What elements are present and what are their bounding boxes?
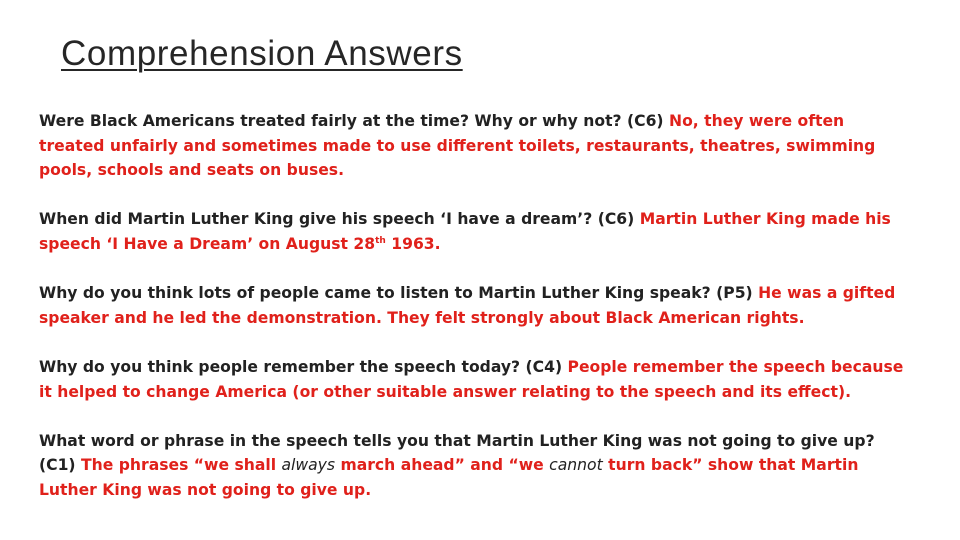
qa-item [39,281,909,330]
question-code: (C6) [627,112,664,130]
answer-superscript: th [375,235,386,246]
answer-emphasis: always [281,456,336,475]
slide-title: Comprehension Answers [61,34,463,73]
question-text: What word or phrase in the speech tells you that Martin Luther King was not going to give up? [39,431,875,450]
answer-text: He was a gifted speaker and he led the demonstration. They felt strongly about Black American rights. [39,284,896,327]
answer-text: People remember the speech because it helped to change America (or other suitable answer relating to the speech and its effect). [39,357,904,401]
answer-text [39,456,858,499]
question-code: (C4) [525,357,563,376]
answer-text-part: The phrases “we shall [81,456,282,475]
qa-item [39,109,909,183]
qa-item [39,429,909,503]
question-text: Why do you think lots of people came to listen to Martin Luther King speak? [39,284,711,303]
qa-item [39,207,909,256]
answer-emphasis: cannot [549,456,603,475]
answer-text-part: march ahead” and “we [335,456,550,475]
answer-text-part: 1963. [385,234,441,253]
question-text: Were Black Americans treated fairly at the time? Why or why not? [39,112,622,130]
question-code: (C1) [39,456,76,475]
question-text: Why do you think people remember the speech today? [39,357,521,376]
question-text: When did Martin Luther King give his speech ‘I have a dream’? [39,210,593,229]
qa-item [39,355,909,404]
answer-text-part: Martin Luther King made his speech ‘I Have a Dream’ on August 28 [39,210,891,253]
qa-list [39,109,909,527]
question-code: (C6) [597,210,635,229]
answer-text-part: turn back” show that Martin Luther King was not going to give up. [39,456,859,499]
answer-text: No, they were often treated unfairly and sometimes made to use different toilets, restaurants, theatres, swimming pools, schools and seats on buses. [39,112,876,180]
question-code: (P5) [716,284,753,303]
